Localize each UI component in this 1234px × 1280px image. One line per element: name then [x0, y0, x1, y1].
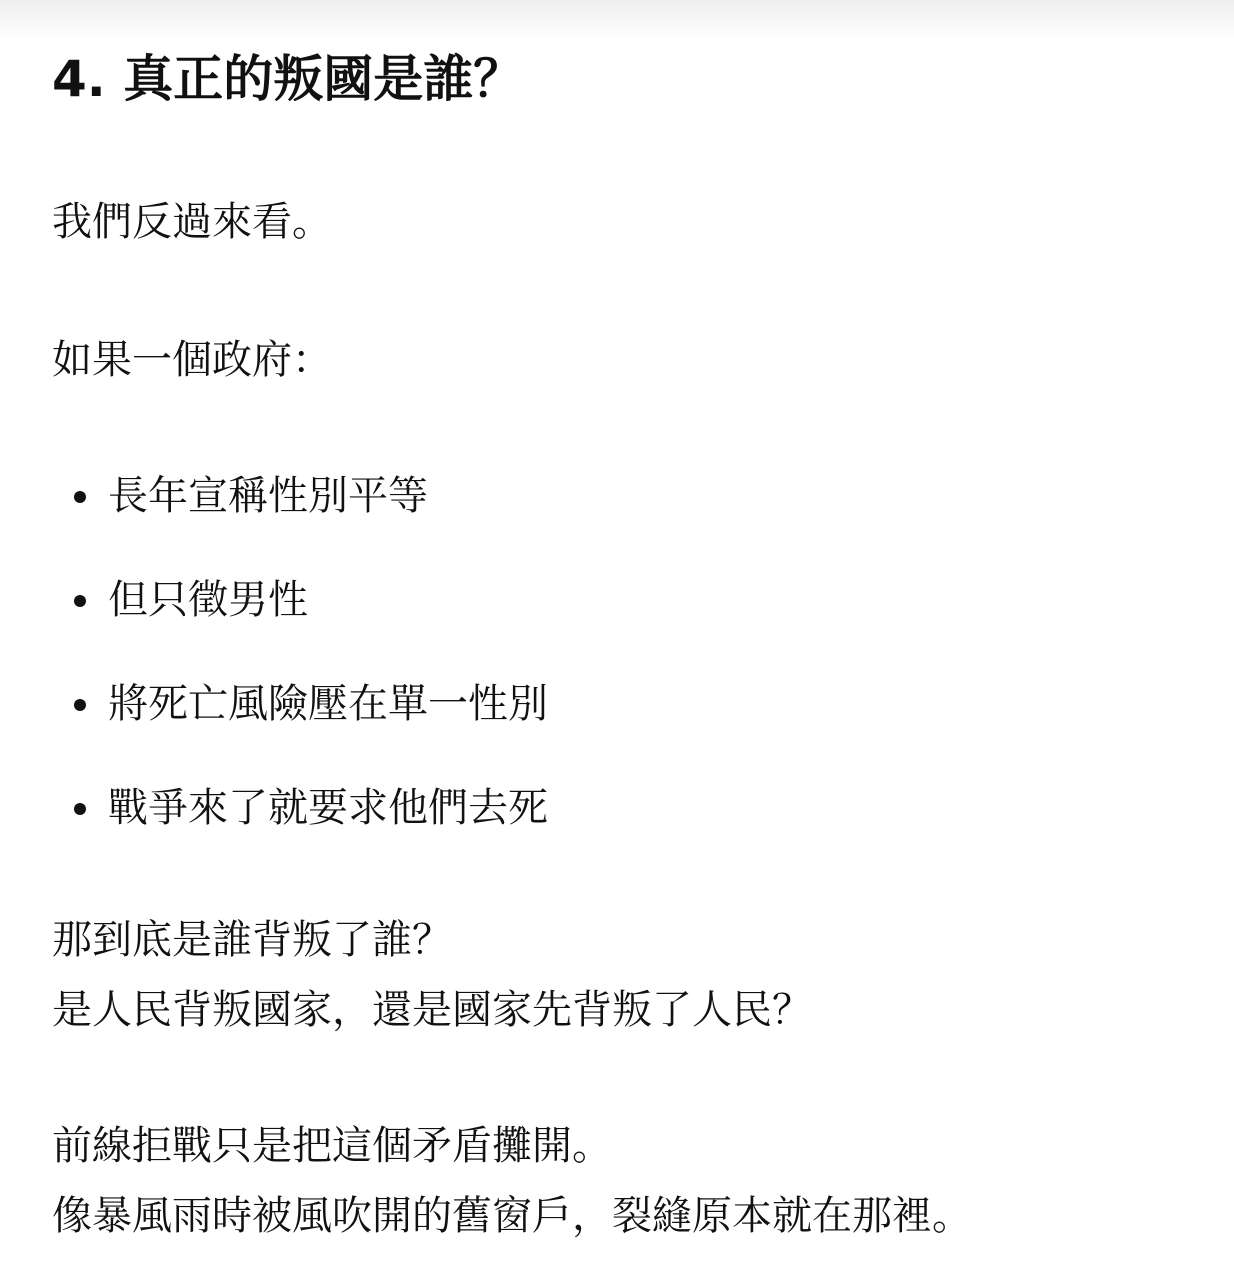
closing-line-2: 像暴風雨時被風吹開的舊窗戶，裂縫原本就在那裡。	[52, 1193, 972, 1239]
list-item-text: 將死亡風險壓在單一性別	[108, 681, 548, 727]
list-item-text: 長年宣稱性別平等	[108, 473, 428, 519]
bullet-dot-icon	[74, 699, 86, 711]
intro-paragraph: 我們反過來看。	[52, 199, 332, 245]
bullet-dot-icon	[74, 595, 86, 607]
question-line-1: 那到底是誰背叛了誰？	[52, 917, 452, 963]
top-shadow	[0, 0, 1234, 40]
list-item-text: 戰爭來了就要求他們去死	[108, 785, 548, 831]
bullet-dot-icon	[74, 803, 86, 815]
list-item-text: 但只徵男性	[108, 577, 308, 623]
closing-line-1: 前線拒戰只是把這個矛盾攤開。	[52, 1123, 612, 1169]
section-heading: 4. 真正的叛國是誰？	[52, 50, 524, 108]
condition-paragraph: 如果一個政府：	[52, 337, 332, 383]
bullet-dot-icon	[74, 491, 86, 503]
question-line-2: 是人民背叛國家，還是國家先背叛了人民？	[52, 987, 812, 1033]
